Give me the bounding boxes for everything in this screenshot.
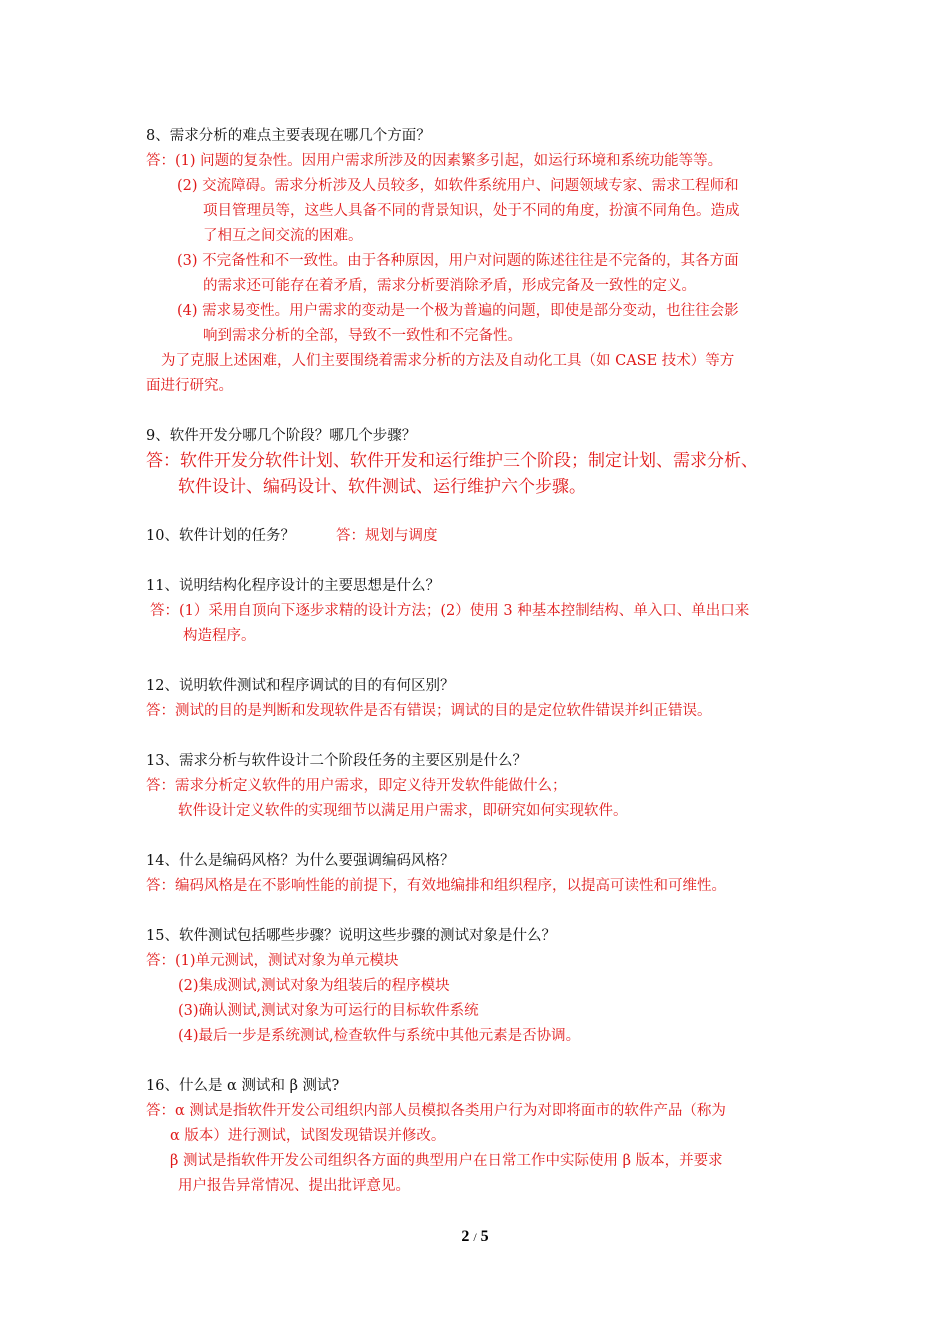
page-total: 5 xyxy=(480,1228,489,1245)
answer-8-line-9: 为了克服上述困难，人们主要围绕着需求分析的方法及自动化工具（如 CASE 技术）等方 xyxy=(161,353,735,369)
answer-8-line-4: 了相互之间交流的困难。 xyxy=(203,228,363,244)
answer-15-line-3: (3)确认测试,测试对象为可运行的目标软件系统 xyxy=(178,1003,479,1019)
page-current: 2 xyxy=(461,1228,470,1245)
answer-12-line-1: 答：测试的目的是判断和发现软件是否有错误；调试的目的是定位软件错误并纠正错误。 xyxy=(146,703,712,719)
answer-16-line-3: β 测试是指软件开发公司组织各方面的典型用户在日常工作中实际使用 β 版本，并要求 xyxy=(170,1153,723,1169)
answer-8-line-2: (2) 交流障碍。需求分析涉及人员较多，如软件系统用户、问题领域专家、需求工程师和 xyxy=(177,178,739,194)
question-14: 14、什么是编码风格？为什么要强调编码风格？ xyxy=(146,853,455,869)
answer-16-line-2: α 版本）进行测试，试图发现错误并修改。 xyxy=(170,1128,446,1144)
answer-13-line-1: 答：需求分析定义软件的用户需求，即定义待开发软件能做什么； xyxy=(146,778,567,794)
answer-14-line-1: 答：编码风格是在不影响性能的前提下，有效地编排和组织程序，以提高可读性和可维性。 xyxy=(146,878,726,894)
question-9: 9、软件开发分哪几个阶段？哪几个步骤？ xyxy=(146,428,417,444)
answer-8-line-8: 响到需求分析的全部，导致不一致性和不完备性。 xyxy=(203,328,522,344)
answer-11-line-2: 构造程序。 xyxy=(183,628,256,644)
answer-15-line-4: (4)最后一步是系统测试,检查软件与系统中其他元素是否协调。 xyxy=(178,1028,581,1044)
answer-8-line-5: (3) 不完备性和不一致性。由于各种原因，用户对问题的陈述往往是不完备的，其各方面 xyxy=(177,253,739,269)
answer-15-line-2: (2)集成测试,测试对象为组装后的程序模块 xyxy=(178,978,450,994)
answer-8-line-1: 答：(1) 问题的复杂性。因用户需求所涉及的因素繁多引起，如运行环境和系统功能等等。 xyxy=(146,153,723,169)
answer-9-line-2: 软件设计、编码设计、软件测试、运行维护六个步骤。 xyxy=(178,477,586,497)
question-15: 15、软件测试包括哪些步骤？说明这些步骤的测试对象是什么？ xyxy=(146,928,556,944)
page-number xyxy=(0,1228,950,1246)
question-10: 10、软件计划的任务？ xyxy=(146,528,295,544)
question-13: 13、需求分析与软件设计二个阶段任务的主要区别是什么？ xyxy=(146,753,527,769)
answer-8-line-6: 的需求还可能存在着矛盾，需求分析要消除矛盾，形成完备及一致性的定义。 xyxy=(203,278,696,294)
page-separator: / xyxy=(473,1230,477,1244)
answer-16-line-4: 用户报告异常情况、提出批评意见。 xyxy=(178,1178,410,1194)
answer-15-line-1: 答：(1)单元测试，测试对象为单元模块 xyxy=(146,953,399,969)
answer-8-line-3: 项目管理员等，这些人具备不同的背景知识，处于不同的角度，扮演不同角色。造成 xyxy=(203,203,740,219)
question-8: 8、需求分析的难点主要表现在哪几个方面？ xyxy=(146,128,431,144)
question-11: 11、说明结构化程序设计的主要思想是什么？ xyxy=(146,578,440,594)
answer-10: 答：规划与调度 xyxy=(336,528,438,544)
answer-11-line-1: 答：(1）采用自顶向下逐步求精的设计方法；(2）使用 3 种基本控制结构、单入口、单出口来 xyxy=(150,603,750,619)
answer-9-line-1: 答：软件开发分软件计划、软件开发和运行维护三个阶段；制定计划、需求分析、 xyxy=(146,451,758,471)
answer-13-line-2: 软件设计定义软件的实现细节以满足用户需求，即研究如何实现软件。 xyxy=(178,803,628,819)
answer-8-line-7: (4) 需求易变性。用户需求的变动是一个极为普遍的问题，即使是部分变动，也往往会影 xyxy=(177,303,739,319)
question-12: 12、说明软件测试和程序调试的目的有何区别？ xyxy=(146,678,455,694)
answer-8-line-10: 面进行研究。 xyxy=(146,378,233,394)
question-16: 16、什么是 α 测试和 β 测试? xyxy=(146,1078,340,1094)
answer-16-line-1: 答：α 测试是指软件开发公司组织内部人员模拟各类用户行为对即将面市的软件产品（称为 xyxy=(146,1103,726,1119)
